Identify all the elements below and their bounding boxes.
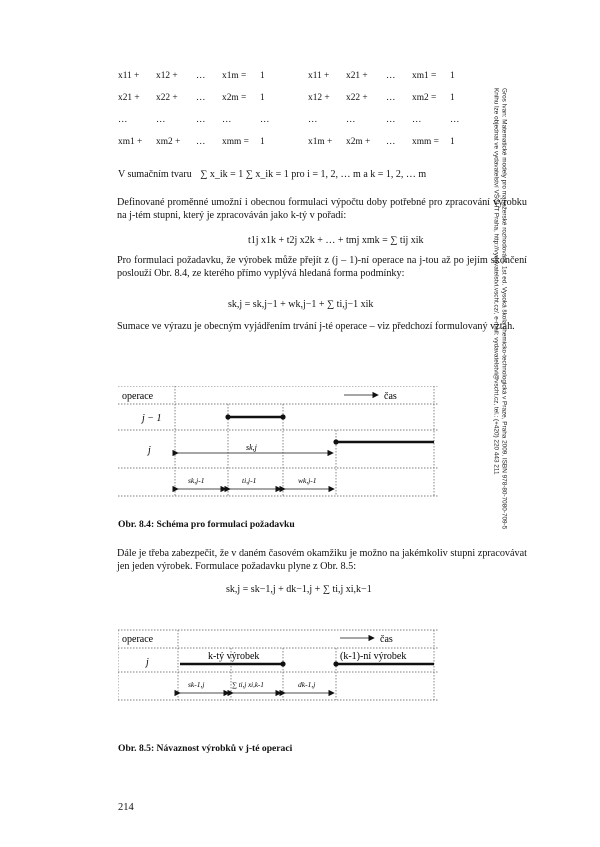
paragraph-3: Sumace ve výrazu je obecným vyjádřením trvání j-té operace – viz předchozí formulovaný vztah.: [117, 321, 515, 332]
sys-right-cell: …: [308, 115, 318, 125]
sys-left-cell: …: [260, 115, 270, 125]
figure-8-5-caption: Obr. 8.5: Návaznost výrobků v j-té operaci: [118, 743, 293, 754]
sys-left-cell: x21 +: [118, 93, 140, 103]
formula-3: sk,j = sk−1,j + dk−1,j + ∑ ti,j xi,k−1: [226, 584, 372, 595]
sys-right-cell: x21 +: [346, 71, 368, 81]
sys-right-cell: …: [346, 115, 356, 125]
fig1-header-label: operace: [122, 391, 154, 402]
page-number: 214: [118, 802, 134, 813]
paragraph-1: Definované proměnné umožní i obecnou formulaci výpočtu doby potřebné pro zpracování výrobku na j-tém stupni, který je zpracováván jako k-tý v pořadí:: [117, 197, 527, 222]
formula-2: sk,j = sk,j−1 + wk,j−1 + ∑ ti,j−1 xik: [228, 299, 374, 310]
fig1-time-label: čas: [384, 391, 397, 402]
sys-left-cell: x2m =: [222, 93, 247, 103]
sys-right-cell: 1: [450, 93, 455, 103]
sum-form-expr: ∑ x_ik = 1 ∑ x_ik = 1 pro i = 1, 2, … m a k = 1, 2, … m: [200, 169, 427, 180]
fig2-label-right: (k-1)-ní výrobek: [340, 651, 407, 662]
sys-right-cell: x11 +: [308, 71, 330, 81]
figure-8-4: [118, 386, 438, 498]
sys-left-cell: …: [118, 115, 128, 125]
sys-left-cell: …: [196, 115, 206, 125]
fig1-row-label-1: j − 1: [142, 413, 162, 424]
fig1-bottom-label-3: wk,j-1: [298, 476, 317, 485]
sys-left-cell: …: [196, 71, 206, 81]
sys-left-cell: xmm =: [222, 137, 249, 147]
side-note-line-1: Gros Ivan: Matematické modely pro manažerské rozhodování, 1st ed. Vysoká škola chemicko-technologická v Praze, Praha 2009. ISBN 978-80-7080-709-5: [500, 88, 508, 530]
sys-right-cell: xmm =: [412, 137, 439, 147]
fig2-bottom-label-2: ∑ ti,j xi,k-1: [232, 681, 264, 689]
sum-form-line: [118, 168, 426, 181]
fig1-row-label-2: j: [148, 445, 151, 456]
sys-left-cell: x12 +: [156, 71, 178, 81]
sys-left-cell: xm2 +: [156, 137, 181, 147]
sys-right-cell: xm1 =: [412, 71, 437, 81]
sys-right-cell: x1m +: [308, 137, 333, 147]
figure-8-5: [118, 628, 438, 708]
sys-left-cell: x1m =: [222, 71, 247, 81]
sys-left-cell: 1: [260, 137, 265, 147]
fig2-bottom-label-1: sk-1,j: [188, 680, 205, 689]
sys-right-cell: …: [386, 71, 396, 81]
sys-left-cell: x22 +: [156, 93, 178, 103]
sys-left-cell: …: [196, 93, 206, 103]
fig1-dot: [333, 439, 338, 444]
sys-left-cell: …: [196, 137, 206, 147]
fig2-header-label: operace: [122, 634, 154, 645]
sys-right-cell: x22 +: [346, 93, 368, 103]
equation-system-right: [308, 70, 478, 145]
sys-left-cell: 1: [260, 93, 265, 103]
side-note: [491, 88, 507, 748]
sys-right-cell: xm2 =: [412, 93, 437, 103]
sys-left-cell: …: [222, 115, 232, 125]
fig2-bottom-label-3: dk-1,j: [298, 680, 316, 689]
paragraph-2: Pro formulaci požadavku, že výrobek může přejít z (j – 1)-ní operace na j-tou až po jejím skončení poslouží Obr. 8.4, ze kterého přímo vyplývá hledaná forma podmínky:: [117, 255, 527, 280]
equation-system-left: [118, 70, 288, 145]
sys-left-cell: 1: [260, 71, 265, 81]
sys-right-cell: …: [386, 137, 396, 147]
sys-right-cell: …: [412, 115, 422, 125]
sys-right-cell: 1: [450, 137, 455, 147]
sys-left-cell: xm1 +: [118, 137, 143, 147]
sys-right-cell: 1: [450, 71, 455, 81]
paragraph-4: Dále je třeba zabezpečit, že v daném časovém okamžiku je možno na jakémkoliv stupni zpracovávat jen jeden výrobek. Formulace požadavku plyne z Obr. 8.5:: [117, 548, 527, 573]
sum-form-prefix: V sumačním tvaru: [118, 169, 192, 180]
fig1-bottom-label-2: ti,j-1: [242, 476, 257, 485]
side-note-line-2: Knihu lze objednat ve vydavatelství VŠCHT Praha, http://vydavatelstvi.vscht.cz/, e-mail: vydavatelstvi@vscht.cz, tel.: (+420) 220 443 211: [492, 88, 500, 475]
fig1-dot: [225, 414, 230, 419]
fig2-row-label: j: [146, 657, 149, 668]
fig2-time-label: čas: [380, 634, 393, 645]
sys-left-cell: x11 +: [118, 71, 140, 81]
fig2-dot: [333, 661, 338, 666]
fig1-bottom-label-1: sk,j-1: [188, 476, 205, 485]
sys-right-cell: x12 +: [308, 93, 330, 103]
sys-left-cell: …: [156, 115, 166, 125]
sys-right-cell: …: [386, 93, 396, 103]
formula-1: t1j x1k + t2j x2k + … + tmj xmk = ∑ tij xik: [248, 235, 424, 246]
sys-right-cell: x2m +: [346, 137, 371, 147]
sys-right-cell: …: [450, 115, 460, 125]
fig2-dot: [280, 661, 285, 666]
figure-8-4-caption: Obr. 8.4: Schéma pro formulaci požadavku: [118, 519, 295, 530]
fig1-s-kj-label: sk,j: [246, 443, 257, 452]
sys-right-cell: …: [386, 115, 396, 125]
fig1-dot: [280, 414, 285, 419]
fig2-label-left: k-tý výrobek: [208, 651, 260, 662]
